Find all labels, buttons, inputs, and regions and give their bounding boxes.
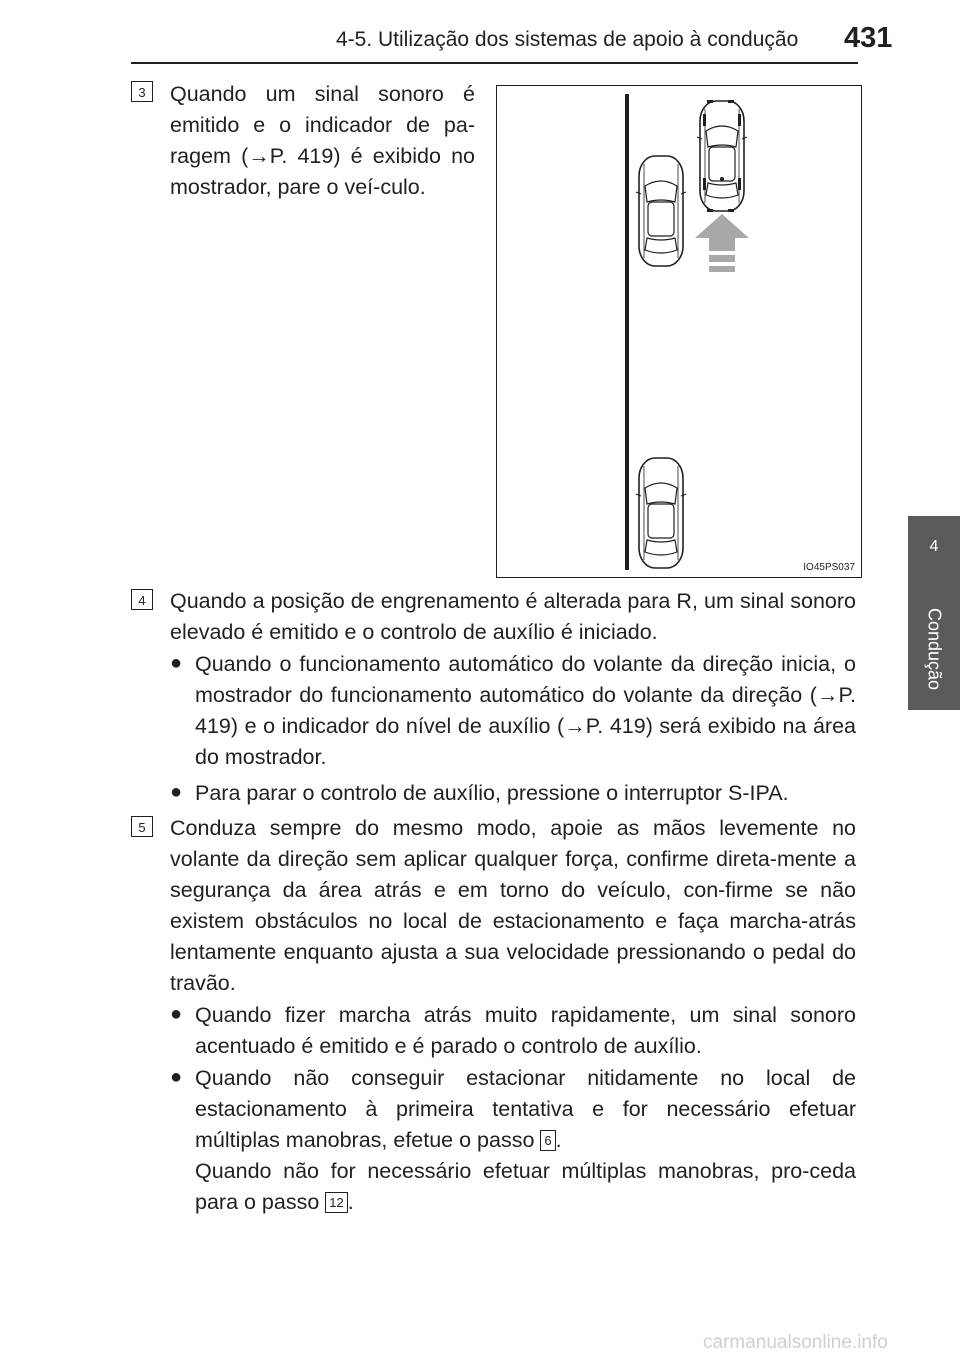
step-4-marker: 4	[131, 589, 153, 610]
bullet-icon: ●	[170, 1066, 183, 1088]
figure-code: IO45PS037	[803, 562, 855, 573]
chapter-number: 4	[929, 538, 939, 555]
step-5-text: Conduza sempre do mesmo modo, apoie as mãos levemente no volante da direção sem aplicar qualquer força, confirme direta-mente a segurança da área atrás e em torno do veículo, con-firme se não existem obstáculos no local de estacionamento e faça marcha-atrás lentamente enquanto ajusta a sua velocidade pressionando o pedal do travão.	[170, 816, 856, 995]
watermark: carmanualsonline.info	[703, 1332, 888, 1353]
bullet-icon: ●	[170, 1003, 183, 1025]
page-number: 431	[844, 22, 893, 54]
chapter-label: Condução	[924, 607, 945, 691]
punctuation: .	[555, 1128, 562, 1152]
bullet-text	[195, 1156, 856, 1218]
bullet-icon: ●	[170, 781, 183, 803]
step-5-marker: 5	[131, 816, 153, 837]
bullet-text: Quando o funcionamento automático do volante da direção inicia, o mostrador do funcionamento automático do volante da direção (→P. 419) e o indicador do nível de auxílio (→P. 419) será exibido na área do mostrador.	[195, 652, 856, 769]
bullet-text-part: Quando não conseguir estacionar nitidamente no local de estacionamento à primeira tentativa e for necessário efetuar múltiplas manobras, efetue o passo	[195, 1066, 856, 1152]
section-title: 4-5. Utilização dos sistemas de apoio à condução	[336, 28, 799, 51]
step-3-text: Quando um sinal sonoro é emitido e o indicador de pa-ragem (→P. 419) é exibido no mostrador, pare o veí-culo.	[170, 82, 475, 199]
forward-arrow-icon	[695, 214, 749, 272]
punctuation: .	[347, 1190, 354, 1214]
bullet-text-part: Quando não for necessário efetuar múltiplas manobras, pro-ceda para o passo	[195, 1159, 856, 1214]
parking-diagram	[497, 86, 860, 576]
bullet-text: Para parar o controlo de auxílio, pressione o interruptor S-IPA.	[195, 781, 789, 805]
step-ref-12: 12	[325, 1192, 347, 1213]
parked-car-rear	[636, 458, 686, 568]
bullet-icon: ●	[170, 652, 183, 674]
bullet-text: Quando fizer marcha atrás muito rapidamente, um sinal sonoro acentuado é emitido e é parado o controlo de auxílio.	[195, 1003, 856, 1058]
parking-illustration	[496, 85, 862, 578]
step-4-text: Quando a posição de engrenamento é alterada para R, um sinal sonoro elevado é emitido e o controlo de auxílio é iniciado.	[170, 589, 856, 644]
step-ref-6: 6	[540, 1130, 555, 1151]
step-3-marker: 3	[131, 81, 153, 102]
curb-line	[625, 94, 629, 570]
bullet-text	[195, 1063, 856, 1156]
own-vehicle	[697, 100, 747, 212]
chapter-tab	[908, 516, 960, 710]
parked-car-front	[636, 156, 686, 266]
header-rule	[131, 62, 858, 64]
